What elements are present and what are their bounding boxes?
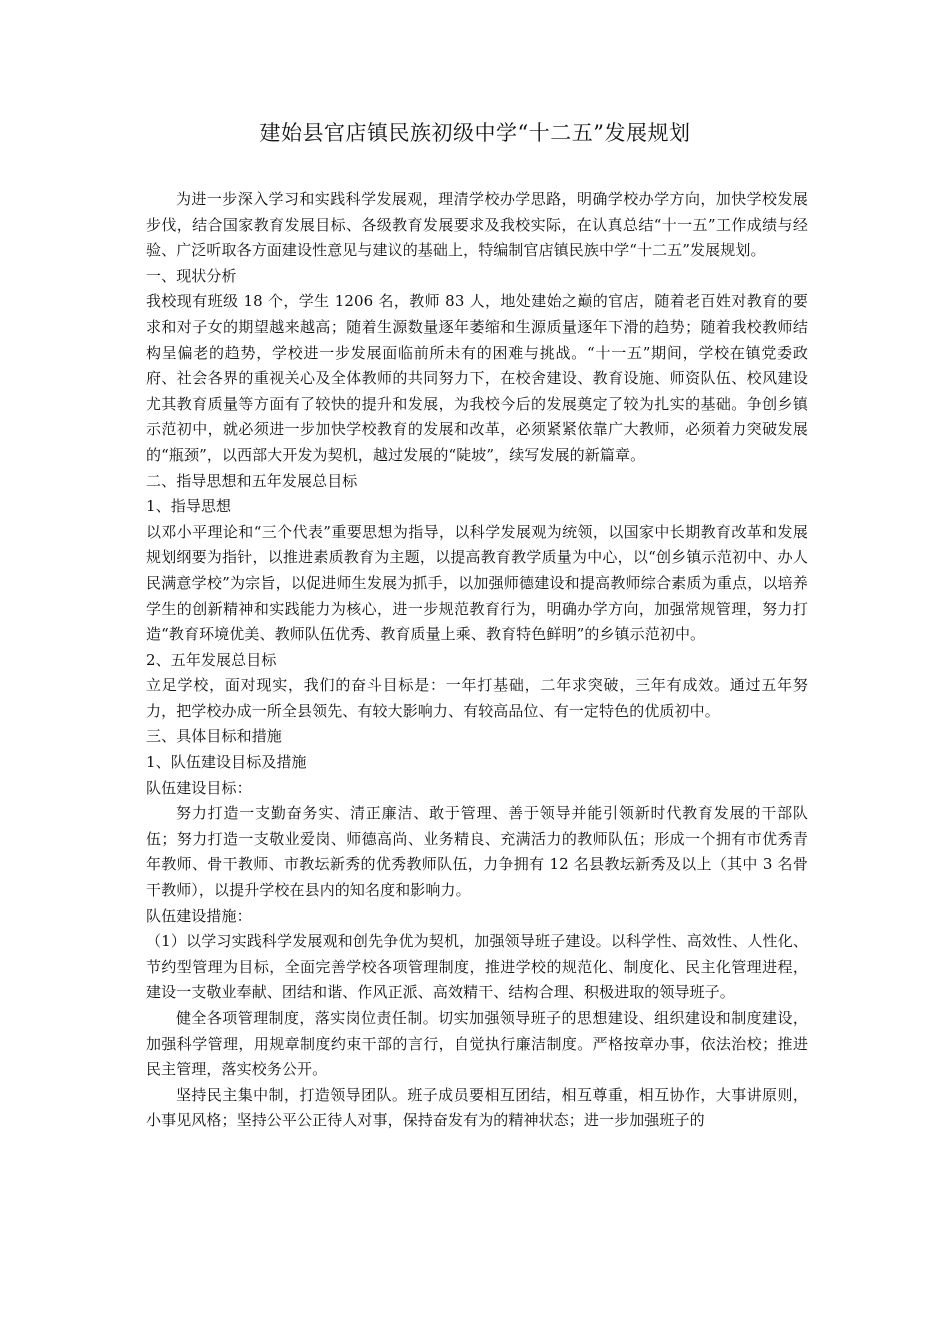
body-paragraph: 健全各项管理制度，落实岗位责任制。切实加强领导班子的思想建设、组织建设和制度建设，加强科学管理，用规章制度约束干部的言行，自觉执行廉洁制度。严格按章办事，依法治校；推进民主管理，落实校务公开。	[146, 1009, 808, 1079]
body-paragraph: 坚持民主集中制，打造领导团队。班子成员要相互团结，相互尊重，相互协作，大事讲原则，小事见风格；坚持公平公正待人对事，保持奋发有为的精神状态；进一步加强班子的	[146, 1085, 808, 1130]
body-paragraph: 立足学校，面对现实，我们的奋斗目标是：一年打基础，二年求突破，三年有成效。通过五年努力，把学校办成一所全县领先、有较大影响力、有较高品位、有一定特色的优质初中。	[146, 676, 808, 720]
body-paragraph: 以邓小平理论和“三个代表”重要思想为指导，以科学发展观为统领，以国家中长期教育改革和发展规划纲要为指针，以推进素质教育为主题，以提高教育教学质量为中心，以“创乡镇示范初中、办人民满意学校”为宗旨，以促进师生发展为抓手，以加强师德建设和提高教师综合素质为重点，以培养学生的创新精神和实践能力为核心，进一步规范教育行为，明确办学方向，加强常规管理，努力打造“教育环境优美、教师队伍优秀、教育质量上乘、教育特色鲜明”的乡镇示范初中。	[146, 522, 808, 644]
body-paragraph: 队伍建设措施：	[146, 906, 252, 925]
document-title: 建始县官店镇民族初级中学“十二五”发展规划	[259, 121, 691, 145]
document-body	[146, 187, 808, 1134]
body-paragraph: 我校现有班级 18 个，学生 1206 名，教师 83 人，地处建始之巅的官店，随着老百姓对教育的要求和对子女的期望越来越高；随着生源数量逐年萎缩和生源质量逐年下滑的趋势；随着我校教师结构呈偏老的趋势，学校进一步发展面临前所未有的困难与挑战。“十一五”期间，学校在镇党委政府、社会各界的重视关心及全体教师的共同努力下，在校舍建设、教育设施、师资队伍、校风建设尤其教育质量等方面有了较快的提升和发展，为我校今后的发展奠定了较为扎实的基础。争创乡镇示范初中，就必须进一步加快学校教育的发展和改革，必须紧紧依靠广大教师，必须着力突破发展的“瓶颈”，以西部大开发为契机，越过发展的“陡坡”，续写发展的新篇章。	[146, 292, 808, 464]
body-paragraph: 为进一步深入学习和实践科学发展观，理清学校办学思路，明确学校办学方向，加快学校发展步伐，结合国家教育发展目标、各级教育发展要求及我校实际，在认真总结“十一五”工作成绩与经验、广泛听取各方面建设性意见与建议的基础上，特编制官店镇民族中学“十二五”发展规划。	[146, 190, 808, 260]
body-paragraph: 三、具体目标和措施	[146, 727, 282, 746]
body-paragraph: 二、指导思想和五年发展总目标	[146, 471, 358, 490]
body-paragraph: 队伍建设目标：	[146, 778, 252, 797]
body-paragraph: 2、五年发展总目标	[146, 650, 277, 669]
body-paragraph: 1、队伍建设目标及措施	[146, 753, 307, 772]
body-paragraph: 1、指导思想	[146, 497, 232, 516]
body-paragraph: 一、现状分析	[146, 266, 237, 285]
body-paragraph: （1）以学习实践科学发展观和创先争优为契机，加强领导班子建设。以科学性、高效性、人性化、节约型管理为目标，全面完善学校各项管理制度，推进学校的规范化、制度化、民主化管理进程，建设一支敬业奉献、团结和谐、作风正派、高效精干、结构合理、积极进取的领导班子。	[146, 932, 808, 1002]
body-paragraph: 努力打造一支勤奋务实、清正廉洁、敢于管理、善于领导并能引领新时代教育发展的干部队伍；努力打造一支敬业爱岗、师德高尚、业务精良、充满活力的教师队伍；形成一个拥有市优秀青年教师、骨干教师、市教坛新秀的优秀教师队伍，力争拥有 12 名县教坛新秀及以上（其中 3 名骨干教师），以提升学校在县内的知名度和影响力。	[146, 804, 808, 900]
